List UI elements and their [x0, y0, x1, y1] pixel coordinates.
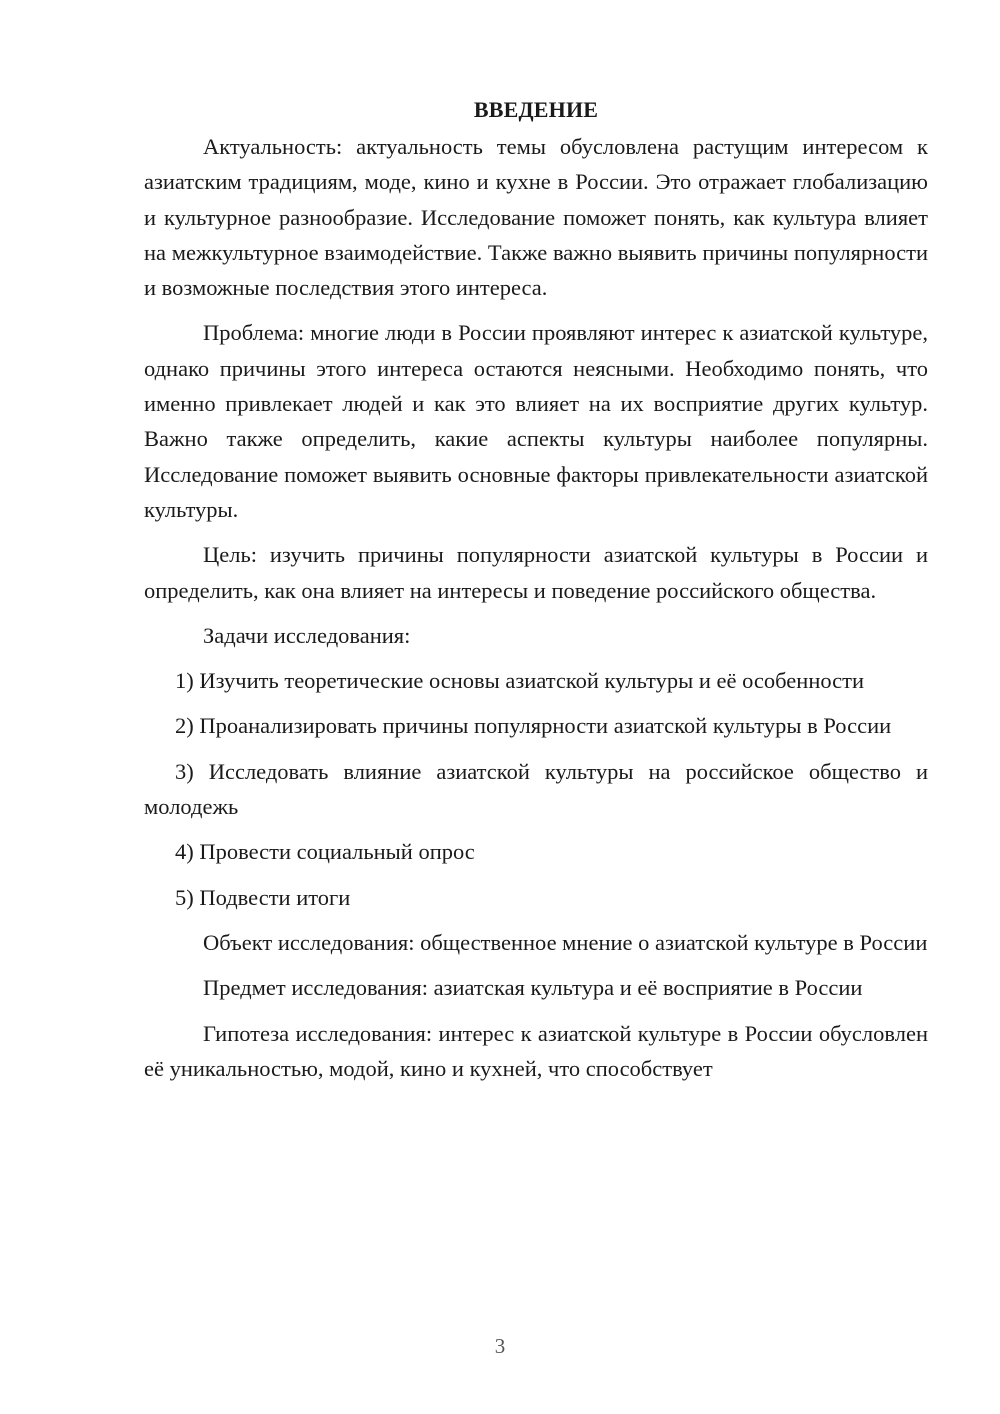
task-item-4: 4) Провести социальный опрос [175, 839, 475, 865]
document-page [144, 92, 928, 1096]
task-item-5: 5) Подвести итоги [175, 884, 351, 910]
task-item-1: 1) Изучить теоретические основы азиатской культуры и её особенности [175, 668, 865, 694]
page-number: 3 [494, 1334, 506, 1358]
task-item-3: 3) Исследовать влияние азиатской культуры на российское общество и молодежь [144, 758, 928, 820]
page-title: ВВЕДЕНИЕ [473, 97, 599, 122]
goal-paragraph: Цель: изучить причины популярности азиатской культуры в России и определить, как она влияет на интересы и поведение российского общества. [144, 542, 928, 603]
object-paragraph: Объект исследования: общественное мнение о азиатской культуре в России [203, 929, 928, 955]
problem-paragraph: Проблема: многие люди в России проявляют интерес к азиатской культуре, однако причины этого интереса остаются неясными. Необходимо понять, что именно привлекает людей и как это влияет на их восприятие других культур. Важно также определить, какие аспекты культуры наиболее популярны. Исследование поможет выявить основные факторы привлекательности азиатской культуры. [144, 320, 928, 522]
task-item-2: 2) Проанализировать причины популярности азиатской культуры в России [175, 713, 892, 739]
subject-paragraph: Предмет исследования: азиатская культура и её восприятие в России [203, 975, 863, 1001]
tasks-title: Задачи исследования: [203, 622, 411, 648]
relevance-paragraph: Актуальность: актуальность темы обусловлена растущим интересом к азиатским традициям, моде, кино и кухне в России. Это отражает глобализацию и культурное разнообразие. Исследование поможет понять, как культура влияет на межкультурное взаимодействие. Также важно выявить причины популярности и возможные последствия этого интереса. [144, 134, 928, 301]
hypothesis-paragraph: Гипотеза исследования: интерес к азиатской культуре в России обусловлен её уникальностью, модой, кино и кухней, что способствует [144, 1020, 928, 1081]
